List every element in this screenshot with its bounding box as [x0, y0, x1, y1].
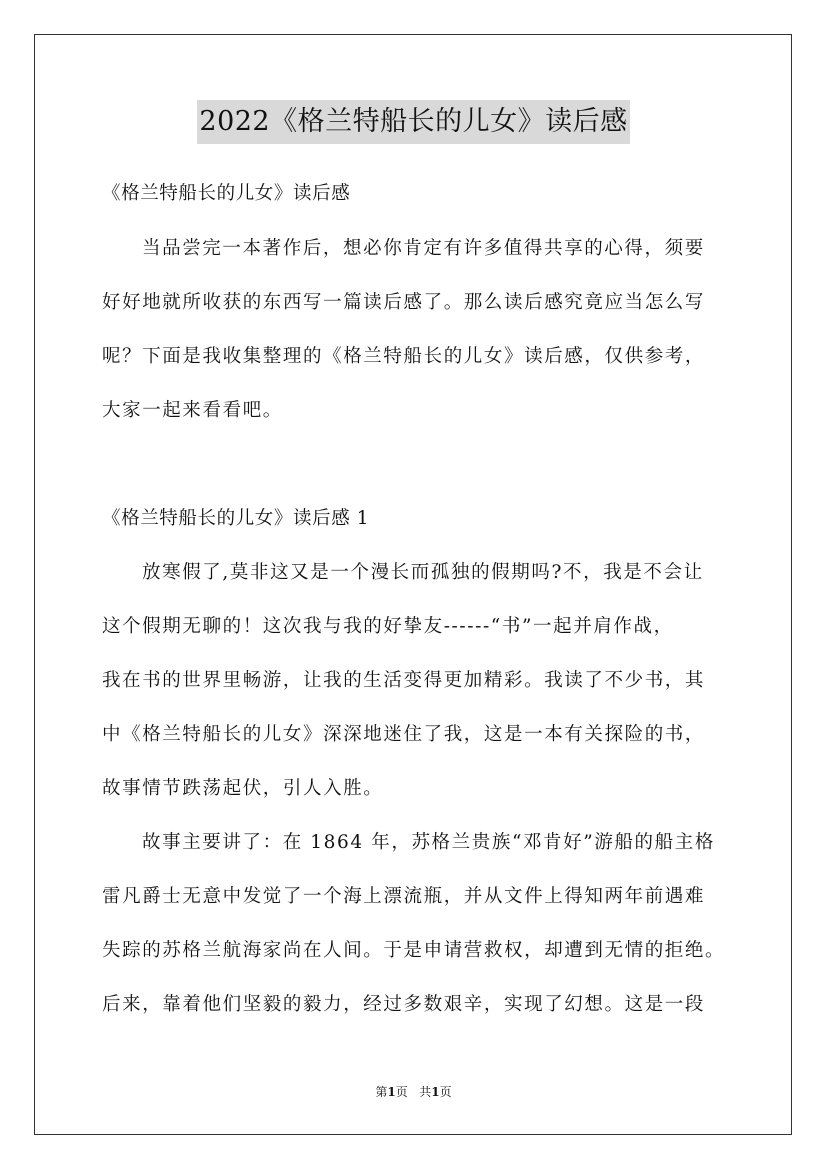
intro-line: 呢？下面是我收集整理的《格兰特船长的儿女》读后感，仅供参考，	[102, 346, 706, 367]
footer-suffix: 页	[439, 1085, 452, 1099]
footer-mid: 页 共	[395, 1085, 432, 1099]
intro-line: 当品尝完一本著作后，想必你肯定有许多值得共享的心得，须要	[142, 238, 705, 259]
paragraph-line: 这个假期无聊的！这次我与我的好挚友------“书”一起并肩作战，	[102, 616, 674, 637]
footer-prefix: 第	[375, 1085, 388, 1099]
footer-page-number: 1	[387, 1085, 396, 1099]
paragraph-line: 雷凡爵士无意中发觉了一个海上漂流瓶，并从文件上得知两年前遇难	[102, 886, 706, 907]
intro-line: 好好地就所收获的东西写一篇读后感了。那么读后感究竟应当怎么写	[102, 292, 706, 313]
subtitle: 《格兰特船长的儿女》读后感	[102, 183, 351, 204]
paragraph-line: 放寒假了,莫非这又是一个漫长而孤独的假期吗?不，我是不会让	[142, 562, 704, 583]
paragraph-line: 后来，靠着他们坚毅的毅力，经过多数艰辛，实现了幻想。这是一段	[102, 994, 706, 1015]
paragraph-line: 故事主要讲了：在 1864 年，苏格兰贵族“邓肯好”游船的船主格	[142, 832, 715, 853]
footer-total-pages: 1	[431, 1085, 440, 1099]
section-heading: 《格兰特船长的儿女》读后感 1	[102, 508, 370, 529]
document-title: 2022《格兰特船长的儿女》读后感	[197, 100, 629, 144]
paragraph-line: 我在书的世界里畅游，让我的生活变得更加精彩。我读了不少书，其	[102, 670, 706, 691]
paragraph-line: 中《格兰特船长的儿女》深深地迷住了我，这是一本有关探险的书，	[102, 724, 706, 745]
paragraph-line: 故事情节跌荡起伏，引人入胜。	[102, 778, 384, 799]
paragraph-line: 失踪的苏格兰航海家尚在人间。于是申请营救权，却遭到无情的拒绝。	[102, 940, 726, 961]
document-title-block	[0, 100, 827, 144]
page-footer	[0, 1084, 827, 1100]
intro-line: 大家一起来看看吧。	[102, 400, 283, 421]
